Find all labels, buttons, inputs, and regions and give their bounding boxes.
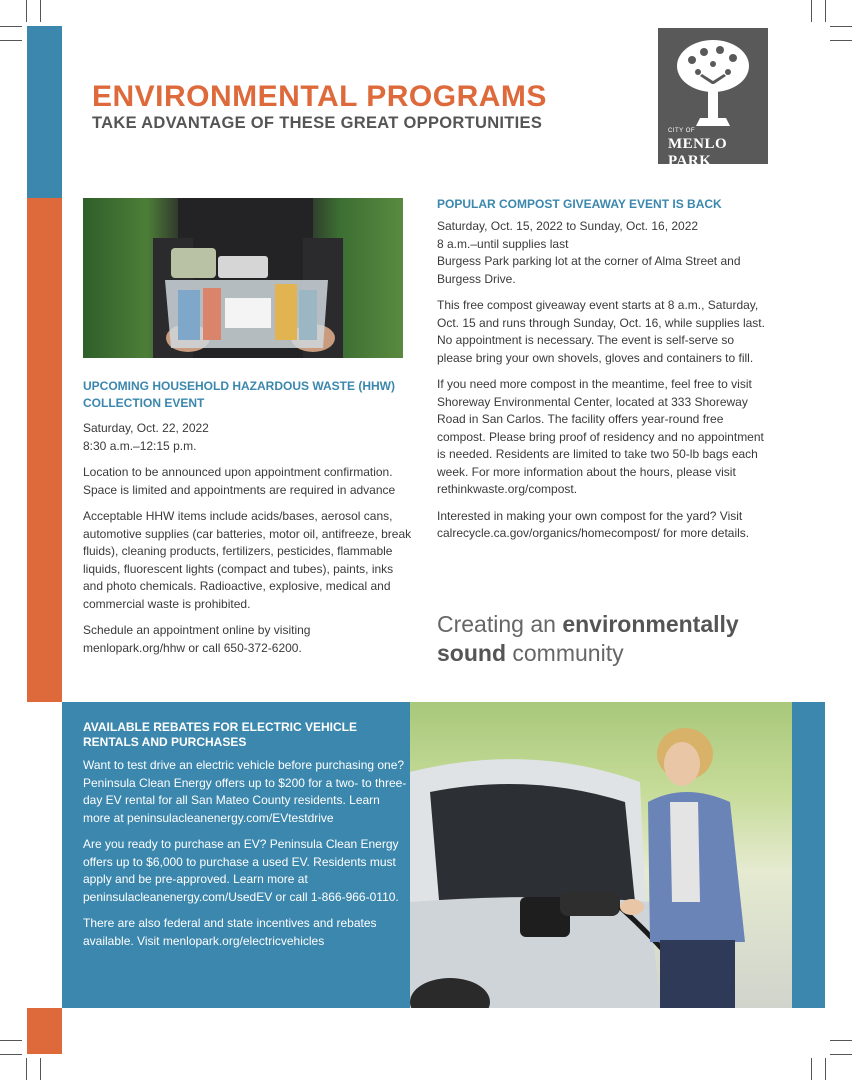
compost-body [437,218,772,552]
logo-city-text: CITY OF [668,128,696,134]
compost-details-text: This free compost giveaway event starts at 8 a.m., Saturday, Oct. 15 and runs through Sunday, Oct. 16, while supplies last. No appointment is necessary. The event is self-serve so please bring your own shovels, gloves and containers to fill. [437,298,765,365]
crop-mark [830,40,852,41]
city-logo [658,28,768,169]
hhw-time: 8:30 a.m.–12:15 p.m. [83,438,197,453]
tagline [437,610,739,668]
crop-mark [830,26,852,27]
crop-mark [0,1054,22,1055]
compost-shoreway-text: If you need more compost in the meantime, feel free to visit Shoreway Environmental Center, located at 333 Shoreway Road in San Carlos. The facility offers year-round free compost. Please bring proof of residency and no appointment is needed. Residents are limited to take two 50-lb bags each week. For more information about the hours, please visit rethinkwaste.org/compost. [437,377,764,496]
oak-tree-icon [670,36,756,128]
page-subtitle: TAKE ADVANTAGE OF THESE GREAT OPPORTUNITIES [92,114,543,132]
ev-testdrive-text: Want to test drive an electric vehicle before purchasing one? Peninsula Clean Energy offers up to $200 for a two- to three-day EV rental for all San Mateo County residents. Learn more at peninsulacleanenergy.com/EVtestdrive [83,758,407,825]
hhw-photo [83,198,403,358]
ev-body [83,757,408,959]
side-stripe-blue [27,26,62,198]
side-stripe-blue-right [792,702,825,1008]
crop-mark [811,1058,812,1080]
hhw-date: Saturday, Oct. 22, 2022 [83,421,209,435]
tagline-bold1: environmentally [562,611,739,637]
tagline-part1: Creating an [437,611,563,637]
crop-mark [0,26,22,27]
compost-homecompost-text: Interested in making your own compost for the yard? Visit calrecycle.ca.gov/organics/homecompost/ for more details. [437,508,750,540]
compost-hours: 8 a.m.–until supplies last [437,236,569,251]
ev-heading: AVAILABLE REBATES FOR ELECTRIC VEHICLE RENTALS AND PURCHASES [83,720,358,749]
ev-incentives-text: There are also federal and state incentives and rebates available. Visit menlopark.org/electricvehicles [83,916,377,948]
ev-purchase-text: Are you ready to purchase an EV? Peninsula Clean Energy offers up to $6,000 to purchase a used EV. Residents must apply and be pre-approved. Learn more at peninsulacleanenergy.com/UsedEV or call 1-866-966-0110. [83,837,399,904]
side-stripe-orange-bottom [27,1008,62,1054]
crop-mark [811,0,812,22]
page-title: ENVIRONMENTAL PROGRAMS [92,80,547,113]
hhw-heading-line2: COLLECTION EVENT [83,396,205,410]
side-stripe-orange [27,198,62,702]
hhw-heading-line1: UPCOMING HOUSEHOLD HAZARDOUS WASTE (HHW) [83,379,395,393]
compost-dates: Saturday, Oct. 15, 2022 to Sunday, Oct. 16, 2022 [437,219,699,233]
tagline-bold2: sound [437,640,506,666]
crop-mark [825,1058,826,1080]
logo-name-text: MENLO PARK [668,136,728,169]
hhw-location-text: Location to be announced upon appointment confirmation. Space is limited and appointments are required in advance [83,465,396,497]
crop-mark [830,1040,852,1041]
crop-mark [0,40,22,41]
ev-panel [62,702,410,1008]
compost-location: Burgess Park parking lot at the corner of Alma Street and Burgess Drive. [437,254,741,286]
hhw-items-text: Acceptable HHW items include acids/bases, aerosol cans, automotive supplies (car batteries, motor oil, antifreeze, break fluids), cleaning products, fertilizers, pesticides, flammable liquids, fluorescent lights (compact and tubes), paints, inks and photo chemicals. Radioactive, explosive, medical and commercial waste is prohibited. [83,509,412,611]
crop-mark [26,0,27,22]
tagline-part2: community [506,640,624,666]
crop-mark [26,1058,27,1080]
crop-mark [0,1040,22,1041]
crop-mark [825,0,826,22]
crop-mark [830,1054,852,1055]
crop-mark [40,0,41,22]
hhw-body [83,420,413,666]
hhw-schedule-text: Schedule an appointment online by visiting menlopark.org/hhw or call 650-372-6200. [83,623,311,655]
compost-heading: POPULAR COMPOST GIVEAWAY EVENT IS BACK [437,197,722,211]
hhw-heading [83,378,413,412]
crop-mark [40,1058,41,1080]
ev-charging-photo [410,702,792,1008]
